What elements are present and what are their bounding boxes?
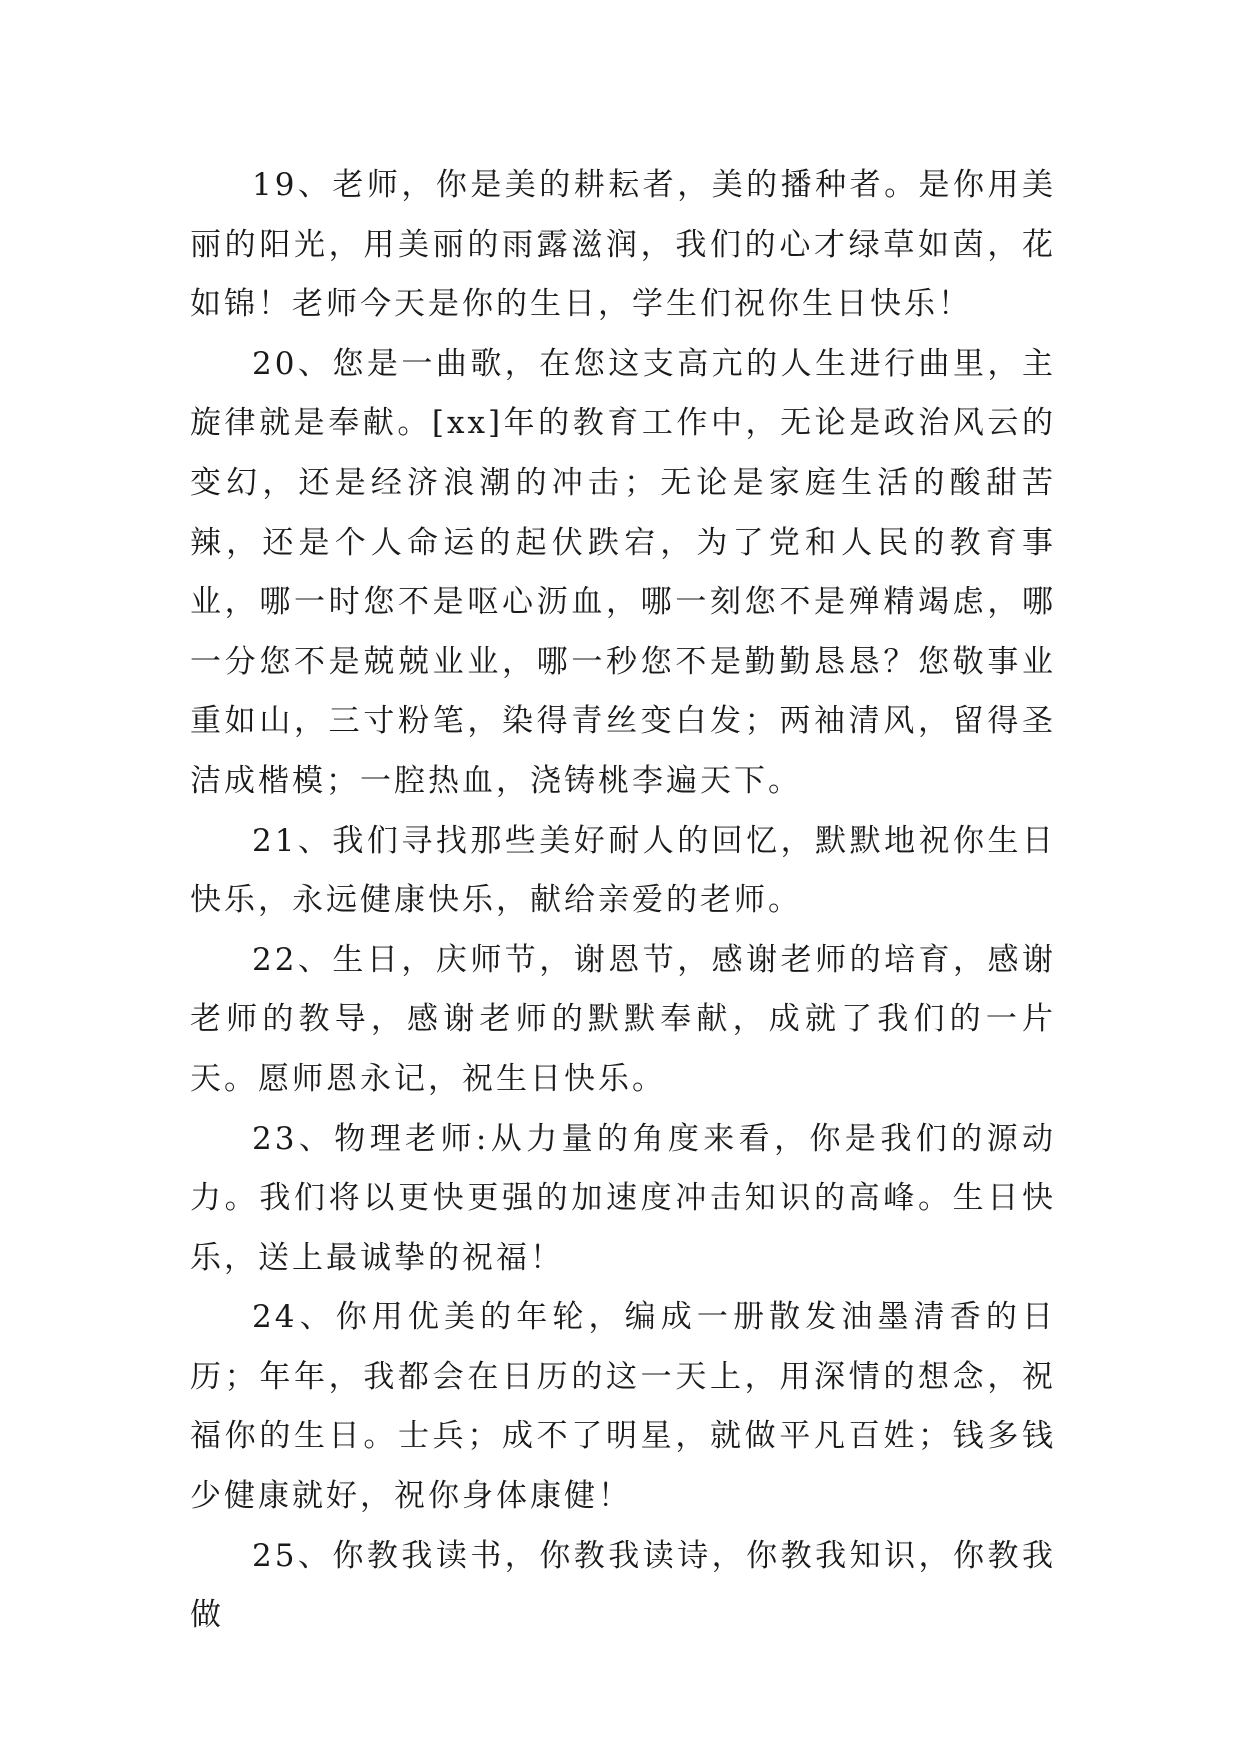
paragraph-20: 20、您是一曲歌，在您这支高亢的人生进行曲里，主旋律就是奉献。[xx]年的教育工作中，无论是政治风云的变幻，还是经济浪潮的冲击；无论是家庭生活的酸甜苦辣，还是个人命运的起伏跌宕，为了党和人民的教育事业，哪一时您不是呕心沥血，哪一刻您不是殚精竭虑，哪一分您不是兢兢业业，哪一秒您不是勤勤恳恳？您敬事业重如山，三寸粉笔，染得青丝变白发；两袖清风，留得圣洁成楷模；一腔热血，浇铸桃李遍天下。: [190, 345, 1056, 799]
paragraph-19: 19、老师，你是美的耕耘者，美的播种者。是你用美丽的阳光，用美丽的雨露滋润，我们的心才绿草如茵，花如锦！老师今天是你的生日，学生们祝你生日快乐！: [190, 167, 1056, 323]
paragraph-25: 25、你教我读书，你教我读诗，你教我知识，你教我做: [190, 1537, 1056, 1634]
paragraph-21: 21、我们寻找那些美好耐人的回忆，默默地祝你生日快乐，永远健康快乐，献给亲爱的老师。: [190, 822, 1056, 919]
paragraph-24: 24、你用优美的年轮，编成一册散发油墨清香的日历；年年，我都会在日历的这一天上，用深情的想念，祝福你的生日。士兵；成不了明星，就做平凡百姓；钱多钱少健康就好，祝你身体康健！: [190, 1299, 1056, 1515]
paragraph-22: 22、生日，庆师节，谢恩节，感谢老师的培育，感谢老师的教导，感谢老师的默默奉献，成就了我们的一片天。愿师恩永记，祝生日快乐。: [190, 941, 1056, 1097]
paragraph-23: 23、物理老师:从力量的角度来看，你是我们的源动力。我们将以更快更强的加速度冲击知识的高峰。生日快乐，送上最诚挚的祝福！: [190, 1120, 1056, 1276]
document-body: [190, 156, 1056, 1646]
